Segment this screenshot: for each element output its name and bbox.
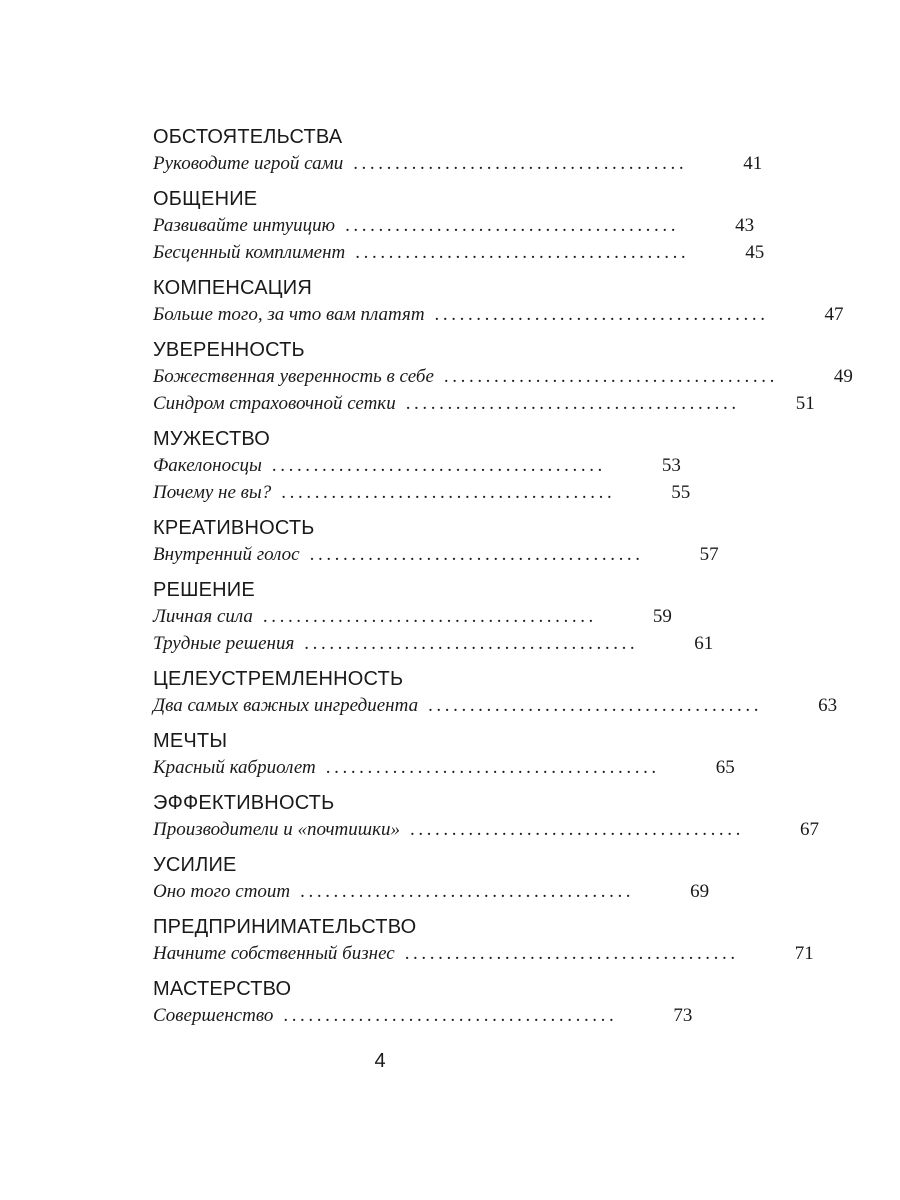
section-title: УСИЛИЕ xyxy=(153,854,237,876)
entry-page-number: 43 xyxy=(735,215,755,236)
dot-leader: ........................................ xyxy=(355,242,690,263)
dot-leader: ........................................ xyxy=(309,544,644,565)
dot-leader: ........................................ xyxy=(281,482,616,503)
entry-page-number: 61 xyxy=(694,633,714,654)
entry-page-number: 63 xyxy=(818,695,838,716)
entry-title: Факелоносцы xyxy=(153,455,262,476)
toc-section xyxy=(153,426,691,506)
toc-entry xyxy=(153,390,815,417)
toc-entry xyxy=(153,479,691,506)
dot-leader: ........................................ xyxy=(345,215,680,236)
toc-entry xyxy=(153,452,681,479)
toc-section xyxy=(153,914,814,967)
toc-section xyxy=(153,790,819,843)
entry-page-number: 67 xyxy=(799,819,819,840)
toc-entry xyxy=(153,363,853,390)
section-title: МУЖЕСТВО xyxy=(153,428,271,450)
entry-title: Почему не вы? xyxy=(153,482,272,503)
toc-section xyxy=(153,728,735,781)
entry-page-number: 53 xyxy=(661,455,681,476)
dot-leader: ........................................ xyxy=(434,304,769,325)
entry-page-number: 49 xyxy=(833,366,853,387)
table-of-contents xyxy=(153,124,853,1038)
section-title: ЦЕЛЕУСТРЕМЛЕННОСТЬ xyxy=(153,668,404,690)
toc-entry xyxy=(153,541,719,568)
toc-section xyxy=(153,852,710,905)
entry-title: Синдром страховочной сетки xyxy=(153,393,396,414)
section-title: ЭФФЕКТИВНОСТЬ xyxy=(153,792,335,814)
entry-title: Начните собственный бизнес xyxy=(153,943,395,964)
entry-title: Совершенство xyxy=(153,1005,274,1026)
toc-section xyxy=(153,337,853,417)
entry-title: Развивайте интуицию xyxy=(153,215,336,236)
toc-section xyxy=(153,186,765,266)
entry-title: Руководите игрой сами xyxy=(153,153,344,174)
dot-leader: ........................................ xyxy=(283,1005,618,1026)
dot-leader: ........................................ xyxy=(304,633,639,654)
toc-entry xyxy=(153,940,814,967)
toc-section xyxy=(153,515,719,568)
section-title: ОБЩЕНИЕ xyxy=(153,188,258,210)
entry-title: Два самых важных ингредиента xyxy=(153,695,419,716)
section-title: КРЕАТИВНОСТЬ xyxy=(153,517,315,539)
dot-leader: ........................................ xyxy=(300,881,635,902)
toc-entry xyxy=(153,212,755,239)
section-title: УВЕРЕННОСТЬ xyxy=(153,339,305,361)
toc-entry xyxy=(153,816,819,843)
toc-entry xyxy=(153,1002,693,1029)
toc-section xyxy=(153,577,714,657)
section-title: ОБСТОЯТЕЛЬСТВА xyxy=(153,126,343,148)
dot-leader: ........................................ xyxy=(443,366,778,387)
dot-leader: ........................................ xyxy=(271,455,606,476)
entry-title: Личная сила xyxy=(153,606,253,627)
entry-page-number: 41 xyxy=(743,153,763,174)
dot-leader: ........................................ xyxy=(325,757,660,778)
entry-page-number: 69 xyxy=(690,881,710,902)
toc-section xyxy=(153,275,844,328)
dot-leader: ........................................ xyxy=(428,695,763,716)
entry-title: Оно того стоит xyxy=(153,881,291,902)
entry-page-number: 73 xyxy=(673,1005,693,1026)
toc-entry xyxy=(153,150,763,177)
toc-entry xyxy=(153,301,844,328)
entry-page-number: 65 xyxy=(715,757,735,778)
entry-title: Бесценный комплимент xyxy=(153,242,346,263)
toc-section xyxy=(153,124,763,177)
entry-page-number: 71 xyxy=(794,943,814,964)
section-title: ПРЕДПРИНИМАТЕЛЬСТВО xyxy=(153,916,417,938)
dot-leader: ........................................ xyxy=(409,819,744,840)
entry-page-number: 47 xyxy=(824,304,844,325)
entry-title: Трудные решения xyxy=(153,633,295,654)
dot-leader: ........................................ xyxy=(404,943,739,964)
section-title: РЕШЕНИЕ xyxy=(153,579,255,601)
entry-title: Красный кабриолет xyxy=(153,757,316,778)
entry-page-number: 51 xyxy=(795,393,815,414)
toc-section xyxy=(153,976,693,1029)
dot-leader: ........................................ xyxy=(405,393,740,414)
entry-page-number: 57 xyxy=(699,544,719,565)
page-number: 4 xyxy=(374,1050,386,1072)
section-title: МЕЧТЫ xyxy=(153,730,228,752)
toc-entry xyxy=(153,630,714,657)
dot-leader: ........................................ xyxy=(262,606,597,627)
entry-title: Производители и «почтишки» xyxy=(153,819,400,840)
toc-entry xyxy=(153,692,838,719)
toc-section xyxy=(153,666,838,719)
toc-entry xyxy=(153,878,710,905)
entry-title: Божественная уверенность в себе xyxy=(153,366,434,387)
toc-entry xyxy=(153,603,672,630)
entry-title: Внутренний голос xyxy=(153,544,300,565)
section-title: КОМПЕНСАЦИЯ xyxy=(153,277,312,299)
entry-page-number: 59 xyxy=(652,606,672,627)
entry-title: Больше того, за что вам платят xyxy=(153,304,425,325)
toc-entry xyxy=(153,754,735,781)
section-title: МАСТЕРСТВО xyxy=(153,978,292,1000)
dot-leader: ........................................ xyxy=(353,153,688,174)
entry-page-number: 55 xyxy=(671,482,691,503)
entry-page-number: 45 xyxy=(745,242,765,263)
toc-entry xyxy=(153,239,765,266)
